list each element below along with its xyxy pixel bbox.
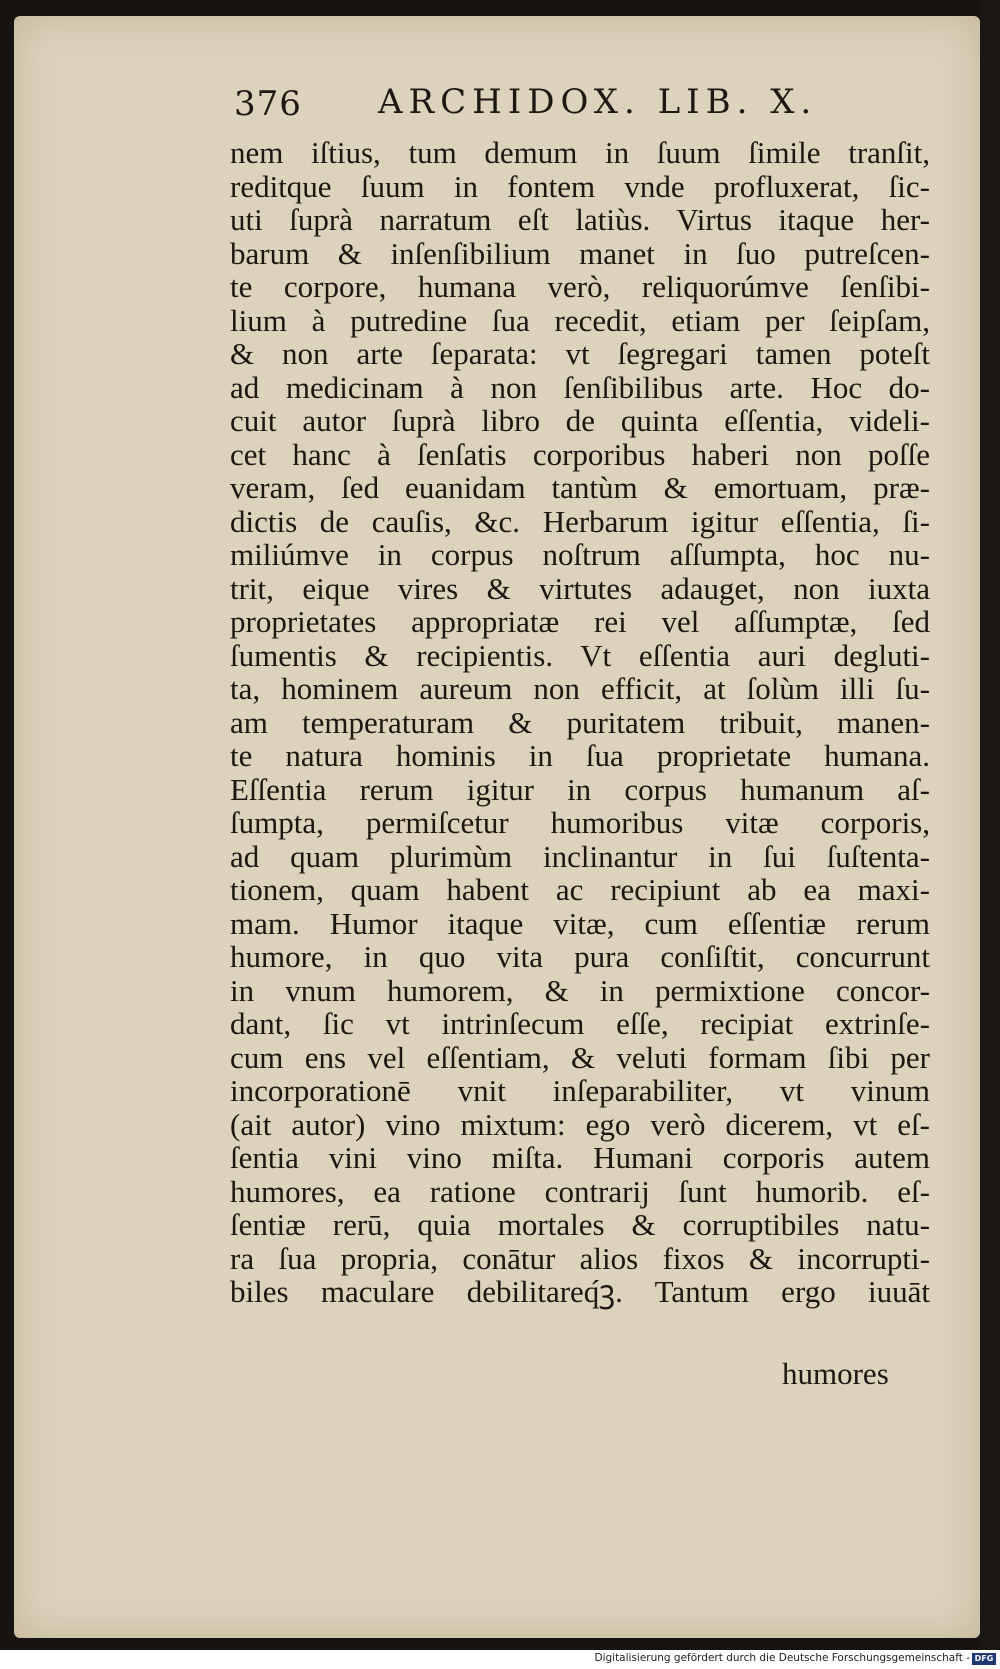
page-number: 376 xyxy=(234,84,302,124)
text-line: dictis de cauſis, &c. Herbarum igitur eſſentia, ſi- xyxy=(230,503,930,539)
text-line: trit, eique vires & virtutes adauget, non iuxta xyxy=(230,570,930,606)
text-line: cuit autor ſuprà libro de quinta eſſentia, videli- xyxy=(230,403,930,438)
text-line: & non arte ſeparata: vt ſegregari tamen poteſt xyxy=(230,336,930,371)
text-line: ſentiæ rerū, quia mortales & corruptibiles natu- xyxy=(230,1207,930,1242)
text-line: ſumentis & recipientis. Vt eſſentia auri degluti- xyxy=(230,637,930,673)
text-line: ad quam plurimùm inclinantur in ſui ſuſtenta- xyxy=(230,838,930,874)
text-line: reditque ſuum in fontem vnde profluxerat, ſic- xyxy=(230,168,930,204)
dfg-logo: DFG xyxy=(972,1653,996,1665)
text-line: cet hanc à ſenſatis corporibus haberi non poſſe xyxy=(230,436,930,472)
running-title: ARCHIDOX. LIB. X. xyxy=(378,82,818,122)
text-line: veram, ſed euanidam tantùm & emortuam, præ- xyxy=(230,470,930,505)
text-line: barum & inſenſibilium manet in ſuo putreſcen- xyxy=(230,235,930,271)
text-line: in vnum humorem, & in permixtione concor- xyxy=(230,972,930,1008)
text-line: (ait autor) vino mixtum: ego verò dicerem, vt eſ- xyxy=(230,1106,930,1142)
book-edge xyxy=(980,0,1000,1650)
text-line: tionem, quam habent ac recipiunt ab ea maxi- xyxy=(230,872,930,907)
text-line: ſentia vini vino miſta. Humani corporis autem xyxy=(230,1140,930,1175)
catchword: humores xyxy=(782,1356,889,1391)
text-line: cum ens vel eſſentiam, & veluti formam ſibi per xyxy=(230,1039,930,1075)
text-line: humore, in quo vita pura conſiſtit, concurrunt xyxy=(230,939,930,974)
text-line: te corpore, humana verò, reliquorúmve ſenſibi- xyxy=(230,269,930,304)
text-line: ſumpta, permiſcetur humoribus vitæ corporis, xyxy=(230,805,930,840)
text-line: nem iſtius, tum demum in ſuum ſimile tranſit, xyxy=(230,135,930,170)
text-line: ta, hominem aureum non efficit, at ſolùm illi ſu- xyxy=(230,671,930,706)
text-line: biles maculare debilitareq́ꝫ. Tantum ergo iuuāt xyxy=(230,1274,930,1309)
running-head xyxy=(234,80,874,136)
text-line: humores, ea ratione contrarij ſunt humorib. eſ- xyxy=(230,1173,930,1209)
funding-credit: Digitalisierung gefördert durch die Deutsche Forschungsgemeinschaft - xyxy=(594,1652,970,1664)
body-text xyxy=(230,136,930,1309)
text-line: miliúmve in corpus noſtrum aſſumpta, hoc nu- xyxy=(230,537,930,572)
footer-bar xyxy=(0,1650,1000,1669)
text-line: proprietates appropriatæ rei vel aſſumptæ, ſed xyxy=(230,604,930,639)
text-line: am temperaturam & puritatem tribuit, manen- xyxy=(230,704,930,740)
text-line: mam. Humor itaque vitæ, cum eſſentiæ rerum xyxy=(230,905,930,941)
text-line: ra ſua propria, conātur alios fixos & incorrupti- xyxy=(230,1240,930,1276)
text-line: dant, ſic vt intrinſecum eſſe, recipiat extrinſe- xyxy=(230,1006,930,1041)
text-line: te natura hominis in ſua proprietate humana. xyxy=(230,738,930,773)
text-line: ad medicinam à non ſenſibilibus arte. Hoc do- xyxy=(230,369,930,405)
text-line: lium à putredine ſua recedit, etiam per ſeipſam, xyxy=(230,302,930,338)
text-line: Eſſentia rerum igitur in corpus humanum aſ- xyxy=(230,771,930,807)
text-line: uti ſuprà narratum eſt latiùs. Virtus itaque her- xyxy=(230,202,930,237)
text-line: incorporationē vnit inſeparabiliter, vt vinum xyxy=(230,1073,930,1108)
